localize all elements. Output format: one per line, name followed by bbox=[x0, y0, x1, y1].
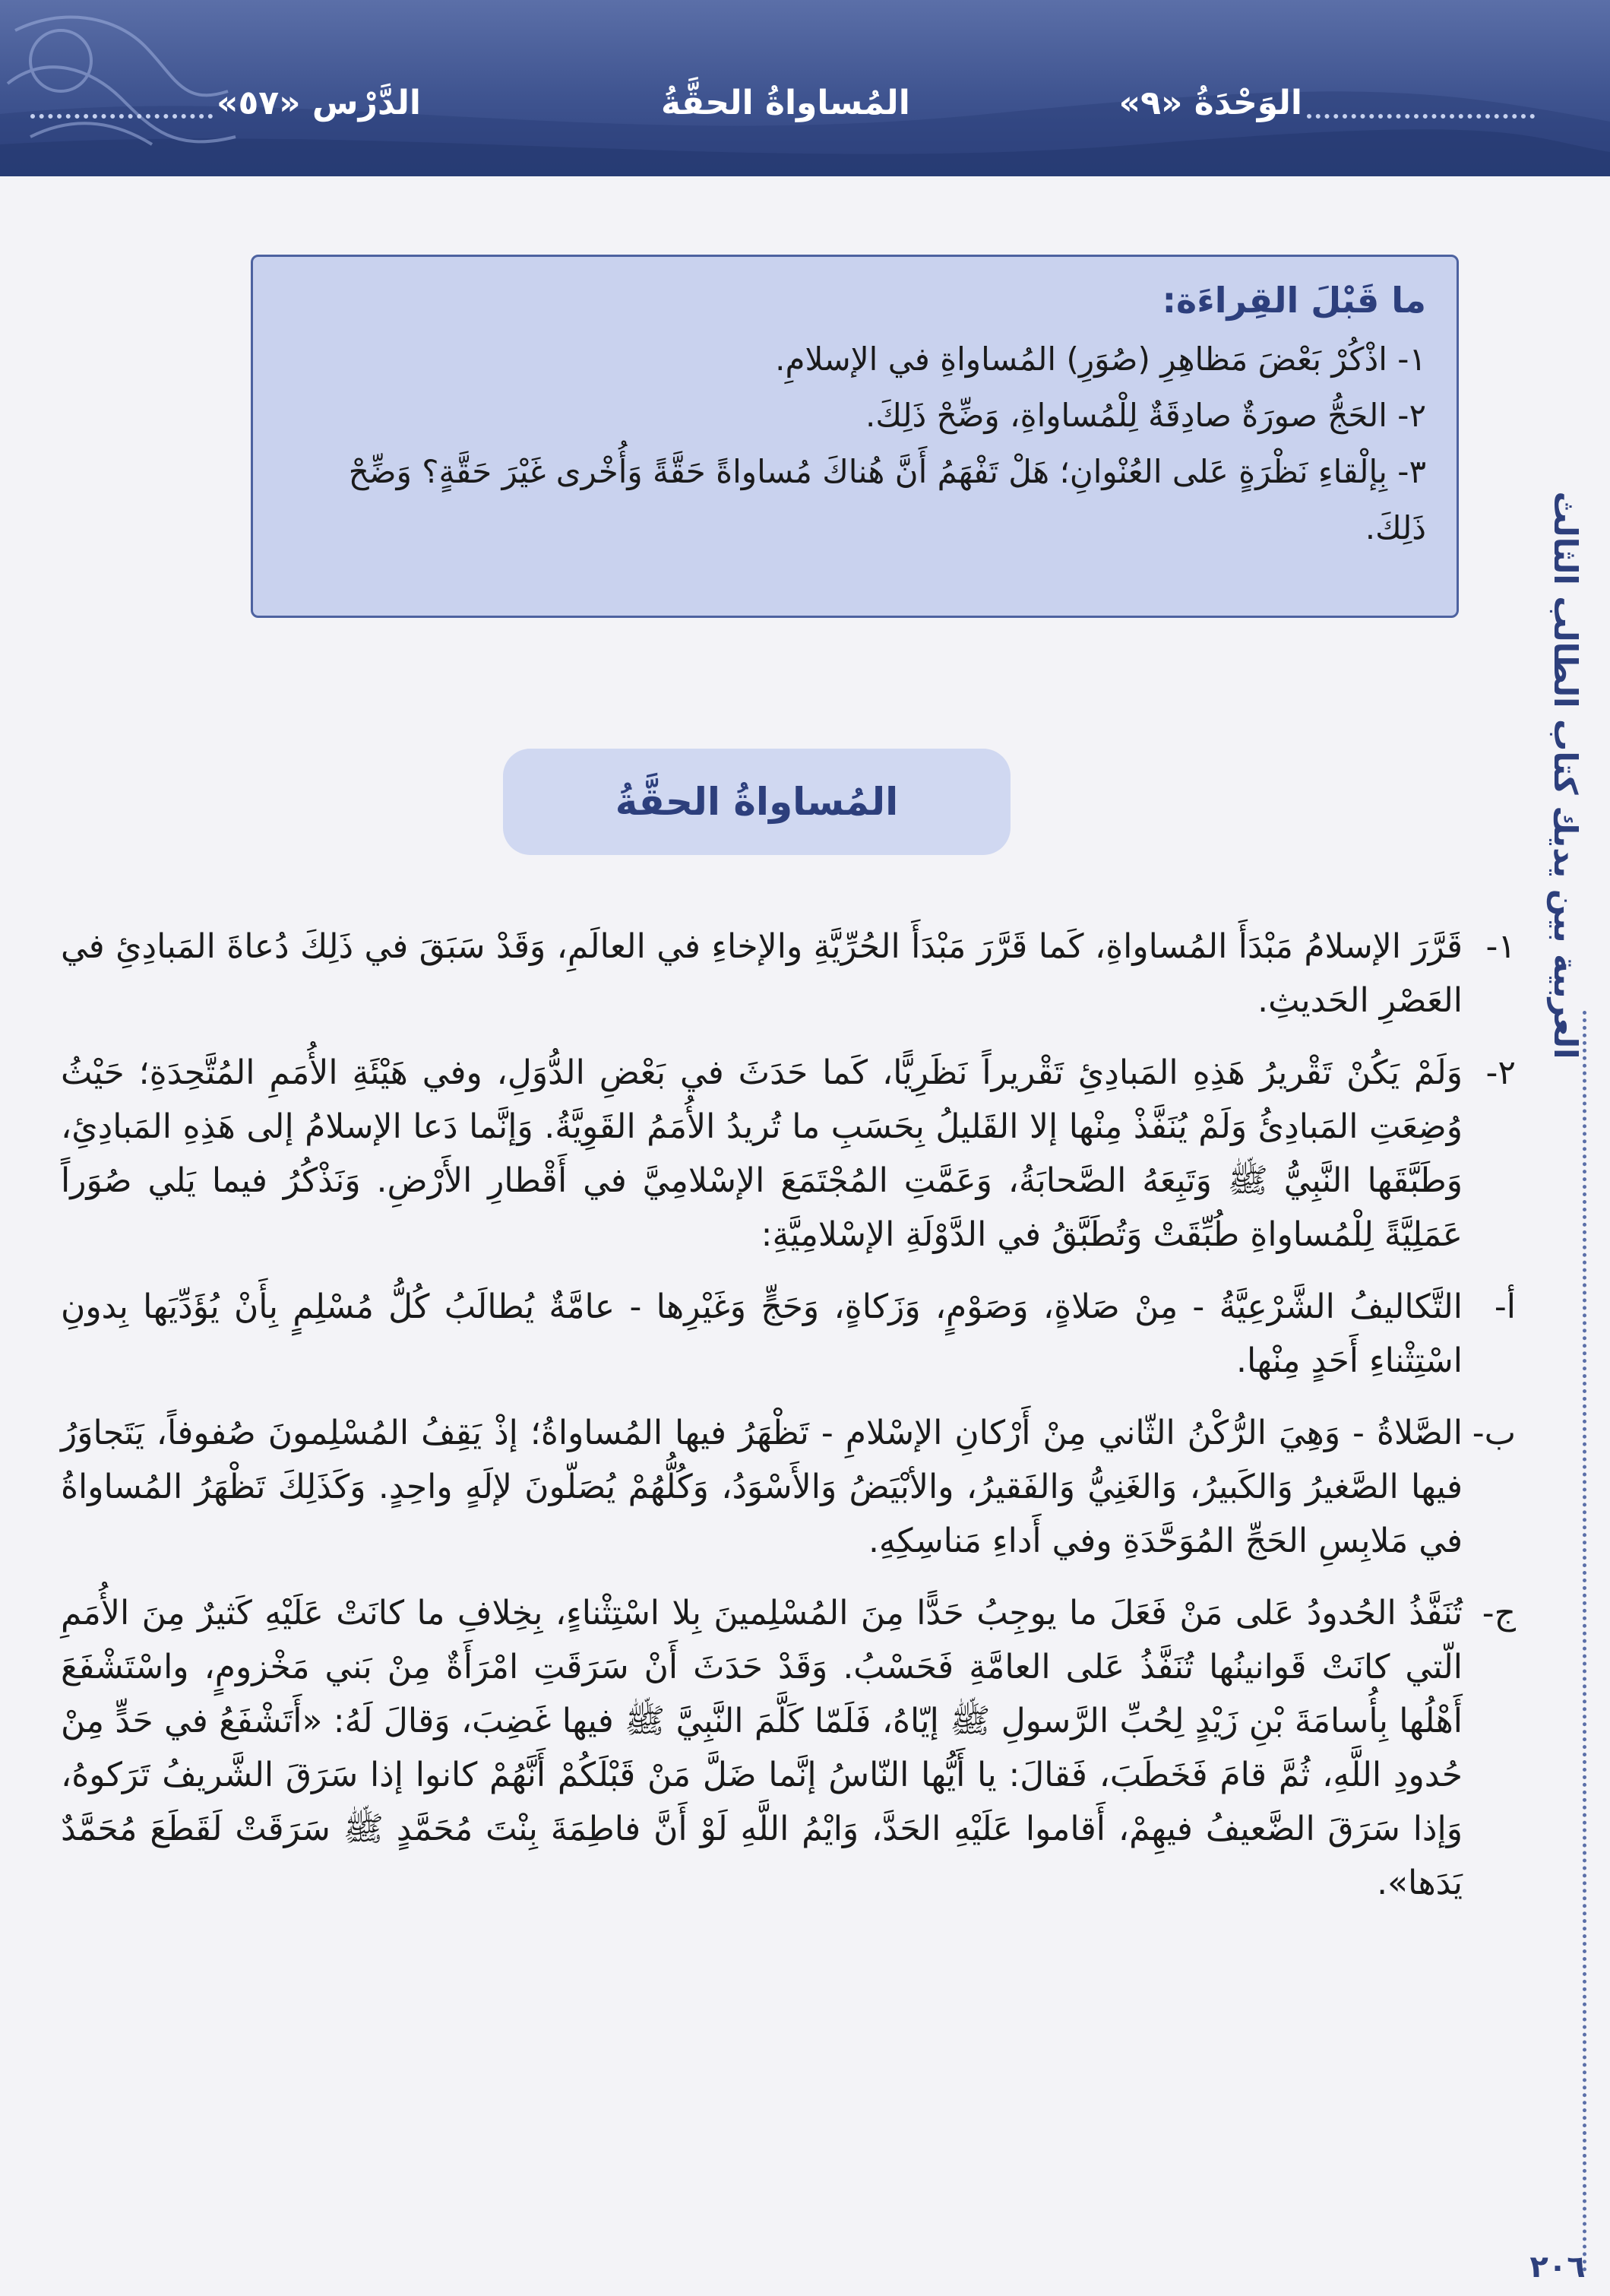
paragraph-text: التَّكاليفُ الشَّرْعِيَّةُ - مِنْ صَلاةٍ، وَصَوْمٍ، وَزَكاةٍ، وَحَجٍّ وَغَيْرِها - عامَّةٌ يُطالَبُ كُلُّ مُسْلِمٍ بِأَنْ يُؤَدِّيَها بِدونِ اسْتِثْناءِ أَحَدٍ مِنْها. bbox=[61, 1287, 1463, 1380]
paragraph-marker: أ- bbox=[1494, 1287, 1516, 1326]
pre-reading-box bbox=[251, 255, 1459, 618]
pre-reading-title: ما قَبْلَ القِراءَة: bbox=[1162, 280, 1426, 321]
header-dots-left bbox=[30, 114, 213, 119]
pre-reading-item: ٣- بِإلْقاءِ نَظْرَةٍ عَلى العُنْوانِ؛ هَلْ تَفْهَمُ أَنَّ هُناكَ مُساواةً حَقَّةً وَأُخْرى غَيْرَ حَقَّةٍ؟ وَضِّحْ ذَلِكَ. bbox=[348, 453, 1426, 546]
lesson-label: الدَّرْس «٥٧» bbox=[217, 84, 421, 122]
page-number: ٢٠٦ bbox=[1529, 2250, 1586, 2285]
side-book-title-text: العربية بين يديك كتاب الطالب الثالث bbox=[1547, 491, 1584, 1059]
body-paragraph bbox=[61, 1046, 1516, 1262]
side-dots-divider bbox=[1583, 1011, 1586, 2272]
paragraph-text: الصَّلاةُ - وَهِيَ الرُّكْنُ الثّاني مِنْ أَرْكانِ الإسْلامِ - تَظْهَرُ فيها المُساواةُ؛ إذْ يَقِفُ المُسْلِمونَ صُفوفاً، يَتَجاوَرُ فيها الصَّغيرُ وَالكَبيرُ، وَالغَنِيُّ وَالفَقيرُ، والأبْيَضُ وَالأَسْوَدُ، وَكُلُّهُمْ يُصَلّونَ لإلَهٍ واحِدٍ. وَكَذَلِكَ تَظْهَرُ المُساواةُ في مَلابِسِ الحَجِّ المُوَحَّدَةِ وفي أَداءِ مَناسِكِهِ. bbox=[61, 1414, 1463, 1560]
paragraph-marker: ج- bbox=[1482, 1594, 1516, 1633]
lesson-body bbox=[61, 920, 1516, 1928]
header-dots-right bbox=[1307, 114, 1535, 119]
page-header bbox=[0, 0, 1610, 176]
paragraph-text: تُنَفَّذُ الحُدودُ عَلى مَنْ فَعَلَ ما يوجِبُ حَدًّا مِنَ المُسْلِمينَ بِلا اسْتِثْناءٍ، بِخِلافِ ما كانَتْ عَلَيْهِ كَثيرٌ مِنَ الأُمَمِ الّتي كانَتْ قَوانينُها تُنَفَّذُ عَلى العامَّةِ فَحَسْبُ. وَقَدْ حَدَثَ أَنْ سَرَقَتِ امْرَأَةٌ مِنْ بَني مَخْزومٍ، واسْتَشْفَعَ أَهْلُها بِأُسامَةَ بْنِ زَيْدٍ لِحُبِّ الرَّسولِ ﷺ إيّاهُ، فَلَمّا كَلَّمَ النَّبِيَّ ﷺ فيها غَضِبَ، وَقالَ لَهُ: «أَتَشْفَعُ في حَدٍّ مِنْ حُدودِ اللَّهِ، ثُمَّ قامَ فَخَطَبَ، فَقالَ: يا أَيُّها النّاسُ إنَّما ضَلَّ مَنْ قَبْلَكُمْ أَنَّهُمْ كانوا إذا سَرَقَ الشَّريفُ تَرَكوهُ، وَإذا سَرَقَ الضَّعيفُ فيهِمْ، أَقاموا عَلَيْهِ الحَدَّ، وَايْمُ اللَّهِ لَوْ أَنَّ فاطِمَةَ بِنْتَ مُحَمَّدٍ ﷺ سَرَقَتْ لَقَطَعَ مُحَمَّدٌ يَدَها». bbox=[61, 1594, 1463, 1902]
body-paragraph bbox=[61, 1586, 1516, 1910]
paragraph-marker: ٢- bbox=[1485, 1053, 1516, 1092]
paragraph-marker: ١- bbox=[1485, 927, 1516, 966]
paragraph-text: وَلَمْ يَكُنْ تَقْريرُ هَذِهِ المَبادِئِ تَقْريراً نَظَرِيًّا، كَما حَدَثَ في بَعْضِ الدُّوَلِ، وفي هَيْئَةِ الأُمَمِ المُتَّحِدَةِ؛ حَيْثُ وُضِعَتِ المَبادِئُ وَلَمْ يُنَفَّذْ مِنْها إلا القَليلُ بِحَسَبِ ما تُريدُ الأُمَمُ القَوِيَّةُ. وَإنَّما دَعا الإسلامُ إلى هَذِهِ المَبادِئِ، وَطَبَّقَها النَّبِيُّ ﷺ وَتَبِعَهُ الصَّحابَةُ، وَعَمَّتِ المُجْتَمَعَ الإسْلامِيَّ في أَقْطارِ الأَرْضِ. وَنَذْكُرُ فيما يَلي صُوَراً عَمَلِيَّةً لِلْمُساواةِ طُبِّقَتْ وَتُطَبَّقُ في الدَّوْلَةِ الإسْلامِيَّةِ: bbox=[61, 1053, 1463, 1254]
body-paragraph bbox=[61, 1406, 1516, 1568]
lesson-topic: المُساواةُ الحقَّةُ bbox=[661, 84, 910, 122]
lesson-title: المُساواةُ الحقَّةُ bbox=[503, 749, 1011, 855]
unit-label: الوَحْدَةُ «٩» bbox=[1118, 84, 1302, 122]
side-book-title bbox=[1535, 486, 1596, 1064]
calligraphy-ornament-icon bbox=[0, 0, 251, 176]
pre-reading-item: ١- اذْكُرْ بَعْضَ مَظاهِرِ (صُوَرِ) المُساواةِ في الإسلامِ. bbox=[775, 340, 1426, 378]
body-paragraph bbox=[61, 920, 1516, 1028]
body-paragraph bbox=[61, 1280, 1516, 1388]
paragraph-marker: ب- bbox=[1472, 1414, 1516, 1452]
paragraph-text: قَرَّرَ الإسلامُ مَبْدَأَ المُساواةِ، كَما قَرَّرَ مَبْدَأَ الحُرِّيَّةِ والإخاءِ في العالَمِ، وَقَدْ سَبَقَ في ذَلِكَ دُعاةَ المَبادِئِ في العَصْرِ الحَديثِ. bbox=[61, 927, 1463, 1020]
pre-reading-item: ٢- الحَجُّ صورَةٌ صادِقَةٌ لِلْمُساواةِ، وَضِّحْ ذَلِكَ. bbox=[865, 397, 1426, 434]
